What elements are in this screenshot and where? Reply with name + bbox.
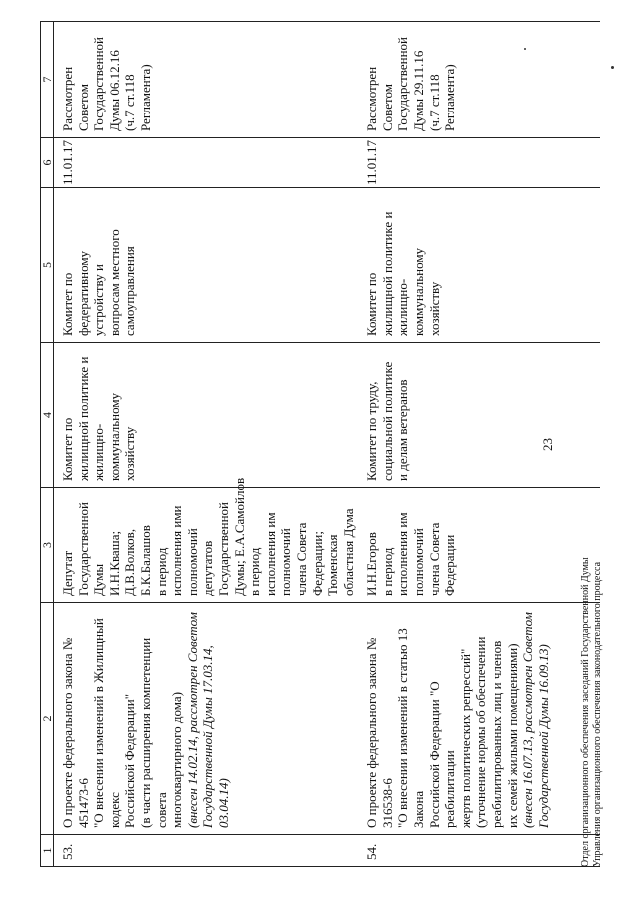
line: жилищно- — [395, 278, 411, 336]
line: члена Совета — [293, 522, 309, 596]
line: Комитет по — [60, 272, 75, 336]
line: жилищно- — [91, 423, 107, 481]
responsible-committee — [54, 343, 359, 488]
column-header: 6 — [41, 138, 54, 188]
co-executor-committee — [54, 188, 359, 343]
line: Российской Федерации" — [122, 693, 138, 828]
column-header: 5 — [41, 188, 54, 343]
page-number: 23 — [540, 438, 555, 451]
line: (в части расширения компетенции совета — [137, 637, 169, 828]
line: Государственной — [395, 36, 411, 131]
line: в период — [247, 547, 263, 596]
column-header: 3 — [41, 488, 54, 603]
bill-author — [54, 477, 359, 603]
line: Государственной Думы 17.03.14, 03.04.14) — [200, 645, 231, 828]
co-executor-committee — [358, 188, 600, 343]
scan-speck — [524, 48, 526, 50]
line: социальной политике — [379, 361, 395, 481]
line: (внесен 16.07.13, рассмотрен Советом — [520, 612, 536, 828]
table-row — [54, 22, 359, 867]
line: Комитет по — [364, 272, 380, 336]
line: коммунальному — [411, 247, 427, 336]
line: (уточнение нормы об обеспечении — [473, 636, 489, 828]
line: полномочий — [411, 528, 427, 596]
line: Регламента) — [137, 64, 153, 131]
line: Думы 06.12.16 — [106, 50, 122, 131]
bills-table — [40, 21, 600, 867]
line: Тюменская — [325, 534, 341, 596]
row-number: 54. — [358, 835, 600, 867]
line: Б.К.Балашов — [137, 525, 153, 596]
line: Комитет по труду, — [364, 381, 380, 481]
line: (ч.7 ст.118 — [426, 74, 442, 131]
line: Российской Федерации "О реабилитации — [426, 681, 458, 828]
line: федеративному — [75, 250, 91, 336]
bill-description — [358, 603, 600, 835]
line: "О внесении изменений в Жилищный кодекс — [91, 618, 122, 828]
line: самоуправления — [122, 246, 138, 336]
responsible-committee — [358, 343, 600, 488]
table-row — [358, 22, 600, 867]
line: полномочий — [184, 528, 200, 596]
line: Государственной Думы 16.09.13) — [535, 644, 551, 828]
line: жилищной политике и — [75, 356, 91, 481]
column-header: 7 — [41, 22, 54, 138]
line: жилищной политике и — [379, 211, 395, 336]
column-header: 1 — [41, 835, 54, 867]
scan-speck — [611, 66, 614, 69]
bill-status — [358, 22, 600, 138]
line: (ч.7 ст.118 — [122, 74, 138, 131]
line: Думы 29.11.16 — [411, 50, 427, 131]
line: Думы; Е.А.Самойлов — [231, 477, 247, 596]
line: Рассмотрен — [364, 66, 380, 131]
line: Д.В.Волков, — [122, 528, 138, 596]
line: в период — [379, 547, 395, 596]
line: Комитет по — [60, 417, 75, 481]
line: члена Совета — [426, 522, 442, 596]
column-header: 4 — [41, 343, 54, 488]
bill-status — [54, 22, 359, 138]
bill-description — [54, 603, 359, 835]
footer-line: Управления организационного обеспечения законодательного процесса — [592, 561, 603, 867]
line: Думы — [91, 563, 107, 596]
line: И.Н.Егоров — [364, 532, 380, 596]
line: депутатов — [200, 540, 216, 596]
line: И.Н.Кваша; — [106, 530, 122, 596]
line: Федерации; — [309, 530, 325, 596]
line: исполнения им — [262, 512, 278, 596]
column-header: 2 — [41, 603, 54, 835]
line: исполнения им — [395, 512, 411, 596]
footer — [580, 557, 604, 867]
line: Рассмотрен — [60, 66, 75, 131]
line: Советом — [379, 84, 395, 131]
rotated-page — [40, 22, 603, 867]
column-header-row — [41, 22, 54, 867]
line: в период — [153, 547, 169, 596]
line: Федерации — [442, 534, 458, 596]
footer-line: Отдел организационного обеспечения заседаний Государственной Думы — [580, 557, 591, 867]
line: многоквартирного дома) — [169, 691, 185, 828]
line: (внесен 14.02.14, рассмотрен Советом — [184, 612, 200, 828]
line: областная Дума — [340, 508, 356, 596]
line: Государственной — [91, 36, 107, 131]
line: полномочий — [278, 528, 294, 596]
line: Депутат — [60, 550, 75, 596]
line: коммунальному — [106, 392, 122, 481]
review-date: 11.01.17 — [358, 138, 600, 188]
line: "О внесении изменений в статью 13 Закона — [395, 628, 427, 828]
review-date: 11.01.17 — [54, 138, 359, 188]
line: их семей жилыми помещениями) — [504, 643, 520, 828]
line: реабилитированных лиц и членов — [489, 640, 505, 828]
bill-author — [358, 488, 600, 603]
line: жертв политических репрессий" — [457, 648, 473, 828]
line: устройству и — [91, 264, 107, 336]
row-number: 53. — [54, 835, 359, 867]
line: хозяйству — [122, 426, 138, 481]
line: и делам ветеранов — [395, 379, 411, 481]
line: О проекте федерального закона № 451473-6 — [60, 637, 91, 828]
line: Регламента) — [442, 64, 458, 131]
line: исполнения ими — [169, 505, 185, 596]
line: Государственной — [215, 501, 231, 596]
line: О проекте федерального закона № 316538-6 — [364, 637, 395, 828]
line: Государственной — [75, 501, 91, 596]
line: вопросам местного — [106, 229, 122, 336]
line: Советом — [75, 84, 91, 131]
line: хозяйству — [426, 281, 442, 336]
